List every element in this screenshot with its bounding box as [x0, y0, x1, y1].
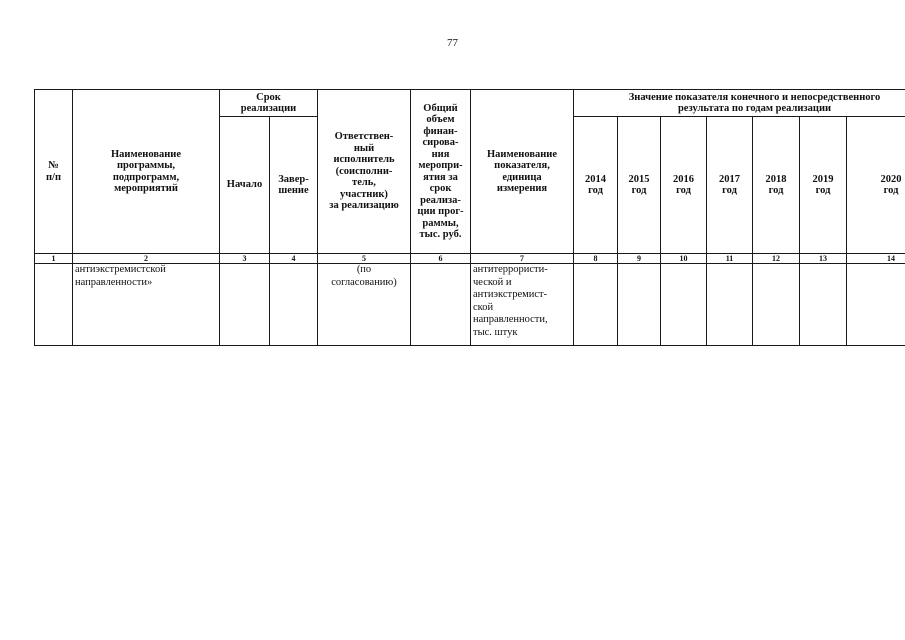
column-number: 12 — [753, 254, 800, 264]
column-number: 9 — [618, 254, 661, 264]
row-responsible: (по согласованию) — [318, 264, 411, 346]
row-program-name: антиэкстремистской направленности» — [73, 264, 220, 346]
row-indicator: антитеррористи- ческой и антиэкстремист- ской направленности, тыс. штук — [471, 264, 574, 346]
row-value-2020 — [847, 264, 905, 346]
header-year-2014: 2014 год — [574, 117, 618, 254]
column-number: 3 — [220, 254, 270, 264]
row-value-2016 — [661, 264, 707, 346]
header-year-2020: 2020 год — [847, 117, 905, 254]
header-responsible: Ответствен- ный исполнитель (соисполни- тель, участник) за реализацию — [318, 90, 411, 254]
column-number: 10 — [661, 254, 707, 264]
column-number: 6 — [411, 254, 471, 264]
header-year-2019: 2019 год — [800, 117, 847, 254]
column-number: 11 — [707, 254, 753, 264]
header-end: Завер- шение — [270, 117, 318, 254]
row-value-2015 — [618, 264, 661, 346]
row-value-2019 — [800, 264, 847, 346]
row-number — [35, 264, 73, 346]
row-value-2018 — [753, 264, 800, 346]
row-value-2017 — [707, 264, 753, 346]
row-value-2014 — [574, 264, 618, 346]
row-start — [220, 264, 270, 346]
header-financing: Общий объем финан- сирова- ния меропри- ятия за срок реализа- ции прог- раммы, тыс. руб. — [411, 90, 471, 254]
column-number: 5 — [318, 254, 411, 264]
header-period: Срок реализации — [220, 90, 318, 117]
row-end — [270, 264, 318, 346]
header-start: Начало — [220, 117, 270, 254]
header-indicator-values: Значение показателя конечного и непосредственного результата по годам реализации — [574, 90, 905, 117]
header-year-2018: 2018 год — [753, 117, 800, 254]
header-year-2015: 2015 год — [618, 117, 661, 254]
column-number: 2 — [73, 254, 220, 264]
header-indicator: Наименование показателя, единица измерения — [471, 90, 574, 254]
header-number: № п/п — [35, 90, 73, 254]
column-number: 4 — [270, 254, 318, 264]
header-year-2017: 2017 год — [707, 117, 753, 254]
column-number: 14 — [847, 254, 905, 264]
header-program-name: Наименование программы, подпрограмм, мероприятий — [73, 90, 220, 254]
column-number: 1 — [35, 254, 73, 264]
row-financing — [411, 264, 471, 346]
column-number: 7 — [471, 254, 574, 264]
column-number: 13 — [800, 254, 847, 264]
column-number: 8 — [574, 254, 618, 264]
page-number: 77 — [447, 37, 458, 49]
header-year-2016: 2016 год — [661, 117, 707, 254]
program-table — [34, 89, 905, 346]
